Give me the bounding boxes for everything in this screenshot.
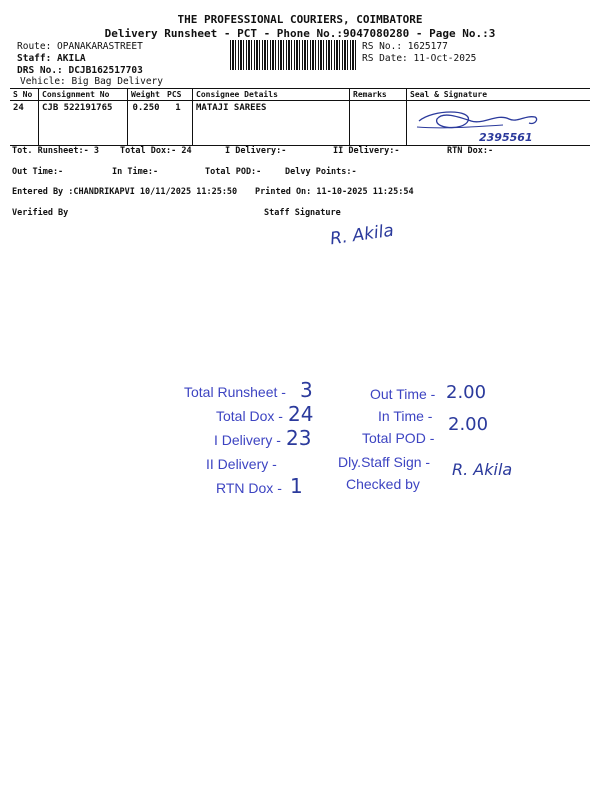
ii-delivery: II Delivery:-	[333, 146, 400, 156]
stamp-checked-by-label: Checked by	[346, 476, 420, 492]
stamp-i-delivery-value: 23	[286, 426, 312, 450]
row-consignee: MATAJI SAREES	[193, 101, 350, 146]
total-dox: Total Dox:- 24	[120, 146, 192, 156]
rs-date: RS Date: 11-Oct-2025	[362, 53, 477, 64]
runsheet-table	[10, 88, 590, 146]
in-time: In Time:-	[112, 167, 159, 177]
stamp-total-dox-value: 24	[288, 402, 314, 426]
stamp-i-delivery-label: I Delivery -	[214, 432, 281, 448]
stamp-out-time-label: Out Time -	[370, 386, 436, 402]
stamp-rtn-dox-label: RTN Dox -	[216, 480, 282, 496]
row-sno: 24	[10, 101, 39, 146]
route-label: Route: OPANAKARASTREET	[17, 41, 143, 52]
stamp-ii-delivery-label: II Delivery -	[206, 456, 277, 472]
row-remarks	[350, 101, 407, 146]
vehicle-label: Vehicle: Big Bag Delivery	[20, 76, 163, 87]
i-delivery: I Delivery:-	[225, 146, 287, 156]
col-remarks: Remarks	[350, 89, 407, 101]
total-pod: Total POD:-	[205, 167, 262, 177]
tot-runsheet: Tot. Runsheet:- 3	[12, 146, 99, 156]
stamp-in-time-label: In Time -	[378, 408, 433, 424]
staff-label: Staff: AKILA	[17, 53, 86, 64]
stamp-rtn-dox-value: 1	[290, 474, 303, 498]
stamp-out-time-value: 2.00	[446, 382, 487, 403]
col-pcs: PCS	[164, 89, 193, 101]
row-seal-signature	[407, 101, 591, 146]
row-weight: 0.250	[128, 101, 165, 146]
entered-by: Entered By :CHANDRIKAPVI 10/11/2025 11:25:50	[12, 187, 238, 197]
verified-by: Verified By	[12, 208, 69, 218]
staff-handwritten-signature: R. Akila	[328, 220, 396, 250]
stamp-total-runsheet-value: 3	[300, 378, 313, 402]
stamp-dly-staff-sign-value: R. Akila	[452, 460, 513, 479]
stamp-total-runsheet-label: Total Runsheet -	[184, 384, 286, 400]
col-seal-signature: Seal & Signature	[407, 89, 591, 101]
delvy-points: Delvy Points:-	[285, 167, 357, 177]
stamp-total-pod-label: Total POD -	[362, 430, 435, 446]
row-consignment: CJB 522191765	[39, 101, 128, 146]
runsheet-subtitle: Delivery Runsheet - PCT - Phone No.:9047080280 - Page No.:3	[104, 27, 496, 40]
col-weight: Weight	[128, 89, 165, 101]
table-header-row	[10, 89, 590, 101]
stamp-total-dox-label: Total Dox -	[216, 408, 283, 424]
rs-number: RS No.: 1625177	[362, 41, 448, 52]
table-row	[10, 101, 590, 146]
company-title: THE PROFESSIONAL COURIERS, COIMBATORE	[177, 13, 423, 26]
col-sno: S No	[10, 89, 39, 101]
rtn-dox: RTN Dox:-	[447, 146, 494, 156]
drs-number: DRS No.: DCJB162517703	[17, 65, 143, 76]
col-consignment: Consignment No	[39, 89, 128, 101]
out-time: Out Time:-	[12, 167, 64, 177]
printed-on: Printed On: 11-10-2025 11:25:54	[255, 187, 414, 197]
barcode	[230, 40, 358, 70]
row-pcs: 1	[164, 101, 193, 146]
col-consignee: Consignee Details	[193, 89, 350, 101]
stamp-dly-staff-sign-label: Dly.Staff Sign -	[338, 454, 431, 470]
staff-signature-label: Staff Signature	[264, 208, 341, 218]
signature-number: 2395561	[479, 131, 533, 144]
stamp-in-time-value: 2.00	[448, 414, 489, 435]
